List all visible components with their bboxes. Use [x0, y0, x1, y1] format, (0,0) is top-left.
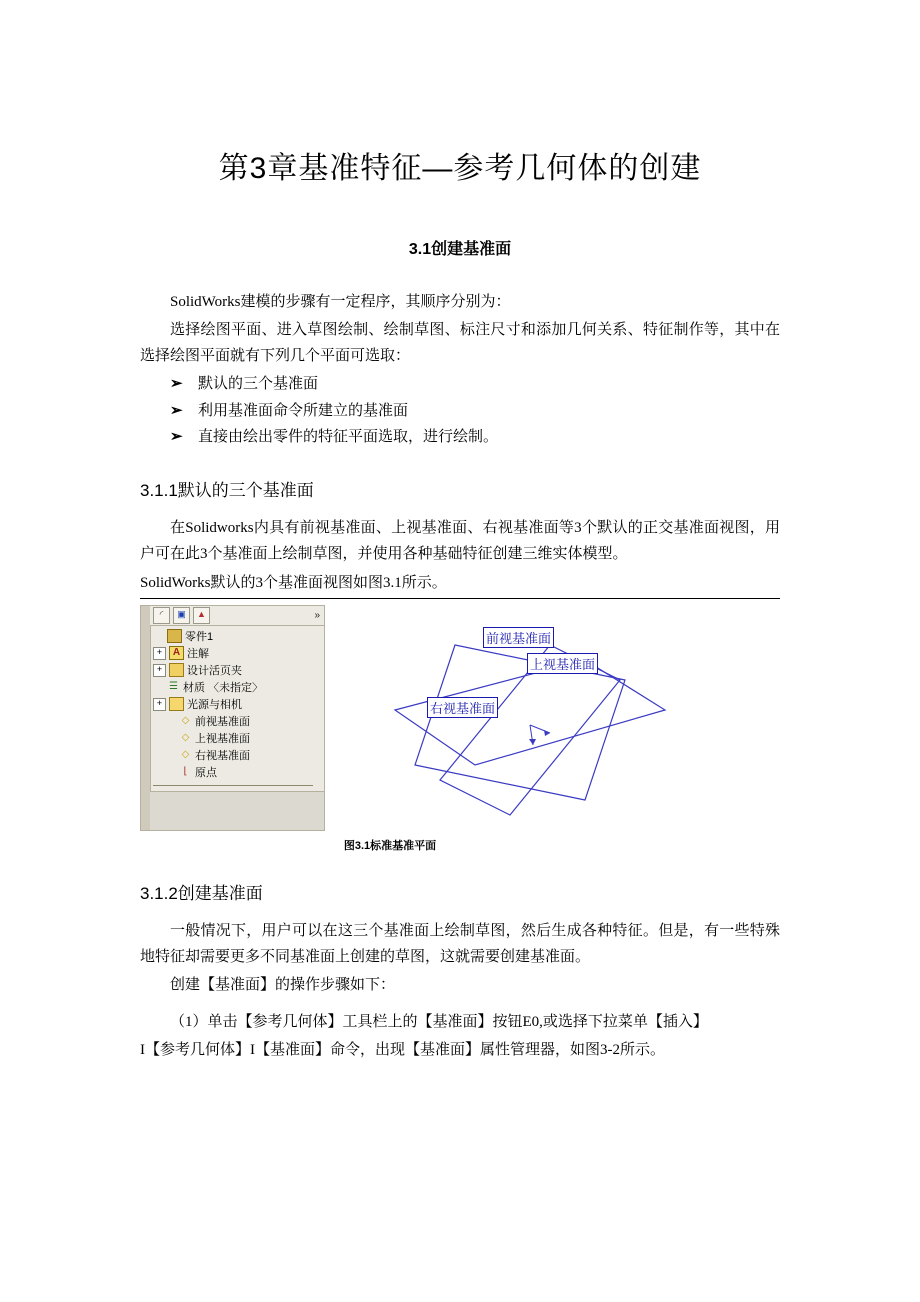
- feature-tree-panel: [140, 605, 325, 831]
- tree-item-design-binder[interactable]: [153, 662, 322, 679]
- expander-placeholder: [153, 682, 164, 693]
- origin-marker: [529, 725, 550, 745]
- paragraph-2: 选择绘图平面、进入草图绘制、绘制草图、标注尺寸和添加几何关系、特征制作等，其中在选择绘图平面就有下列几个平面可选取：: [140, 321, 780, 364]
- paragraph-1: SolidWorks建模的步骤有一定程序，其顺序分别为：: [170, 293, 511, 310]
- material-icon: ☰: [169, 681, 178, 693]
- tree-item-front-plane[interactable]: [165, 713, 322, 730]
- three-planes-illustration: [335, 605, 780, 831]
- tree-item-label: 上视基准面: [195, 733, 250, 746]
- figure-3-1: [140, 605, 780, 853]
- paragraph-8: I【参考几何体】I【基准面】命令，出现【基准面】属性管理器，如图3-2所示。: [140, 1041, 665, 1058]
- expander-placeholder: [165, 733, 176, 744]
- tree-item-label: 原点: [195, 767, 217, 780]
- list-item-label: 默认的三个基准面: [198, 376, 319, 393]
- bullet-marker: ➢: [170, 375, 183, 393]
- feature-tree-items: [153, 628, 322, 786]
- expander-placeholder: [153, 631, 164, 642]
- list-item: [140, 424, 780, 450]
- subsection-title-2: 3.1.2创建基准面: [140, 883, 263, 903]
- list-item: [140, 398, 780, 424]
- bullet-list: [140, 371, 780, 450]
- chevron-right-icon[interactable]: »: [314, 609, 320, 621]
- tree-item-label: 设计活页夹: [187, 665, 242, 678]
- tree-item-material[interactable]: [153, 679, 322, 696]
- expander-placeholder: [165, 767, 176, 778]
- list-item-label: 直接由绘出零件的特征平面选取，进行绘制。: [198, 428, 499, 445]
- front-plane-label: 前视基准面: [483, 627, 554, 648]
- paragraph-4: SolidWorks默认的3个基准面视图如图3.1所示。: [140, 574, 447, 591]
- part-icon: [167, 629, 182, 643]
- configuration-manager-icon[interactable]: ▲: [193, 607, 210, 624]
- tree-item-label: 右视基准面: [195, 750, 250, 763]
- tree-item-annotations[interactable]: [153, 645, 322, 662]
- tree-panel-footer: [150, 791, 324, 830]
- tree-item-label: 材质 〈未指定〉: [183, 682, 264, 695]
- tree-item-right-plane[interactable]: [165, 747, 322, 764]
- top-plane-label: 上视基准面: [527, 653, 598, 674]
- section-title: 3.1创建基准面: [408, 240, 512, 258]
- paragraph-7: （1）单击【参考几何体】工具栏上的【基准面】按钮E0,或选择下拉菜单【插入】: [170, 1013, 708, 1030]
- expander-placeholder: [165, 750, 176, 761]
- horizontal-rule: [140, 598, 780, 599]
- tree-divider: [153, 785, 313, 786]
- tree-item-label: 注解: [187, 648, 209, 661]
- figure-caption: 图3.1标准基准平面: [343, 839, 437, 852]
- tree-item-label: 零件1: [185, 631, 214, 644]
- expander-icon[interactable]: +: [153, 647, 166, 660]
- plane-icon: ◇: [181, 732, 190, 744]
- bullet-marker: ➢: [170, 427, 183, 445]
- tree-item-top-plane[interactable]: [165, 730, 322, 747]
- expander-icon[interactable]: +: [153, 664, 166, 677]
- paragraph-5: 一般情况下，用户可以在这三个基准面上绘制草图，然后生成各种特征。但是，有一些特殊地特征却需要更多不同基准面上创建的草图，这就需要创建基准面。: [140, 922, 780, 965]
- tree-item-part[interactable]: [153, 628, 322, 645]
- tree-toolbar: [150, 606, 324, 626]
- folder-icon: [169, 663, 184, 677]
- plane-icon: ◇: [181, 715, 190, 727]
- paragraph-6: 创建【基准面】的操作步骤如下：: [170, 977, 396, 994]
- document-content: [140, 150, 780, 1065]
- feature-tree-icon[interactable]: ◜: [153, 607, 170, 624]
- tree-item-label: 前视基准面: [195, 716, 250, 729]
- light-icon: [169, 697, 184, 711]
- expander-placeholder: [165, 716, 176, 727]
- right-plane-label: 右视基准面: [427, 697, 498, 718]
- list-item-label: 利用基准面命令所建立的基准面: [198, 402, 409, 419]
- subsection-title-1: 3.1.1默认的三个基准面: [140, 481, 314, 500]
- tree-item-origin[interactable]: [165, 764, 322, 781]
- bullet-marker: ➢: [170, 401, 183, 419]
- property-manager-icon[interactable]: ▣: [173, 607, 190, 624]
- page-title: 第3章基准特征—参考几何体的创建: [218, 152, 702, 185]
- figure-area: [140, 605, 780, 835]
- tree-item-label: 光源与相机: [187, 699, 242, 712]
- planes-svg: [335, 605, 780, 831]
- origin-icon: ⌊: [183, 766, 188, 778]
- annotation-icon: A: [169, 646, 184, 660]
- expander-icon[interactable]: +: [153, 698, 166, 711]
- paragraph-3: 在Solidworks内具有前视基准面、上视基准面、右视基准面等3个默认的正交基准面视图，用户可在此3个基准面上绘制草图，并使用各种基础特征创建三维实体模型。: [140, 520, 780, 563]
- plane-icon: ◇: [181, 749, 190, 761]
- tree-item-lights-cameras[interactable]: [153, 696, 322, 713]
- list-item: [140, 371, 780, 397]
